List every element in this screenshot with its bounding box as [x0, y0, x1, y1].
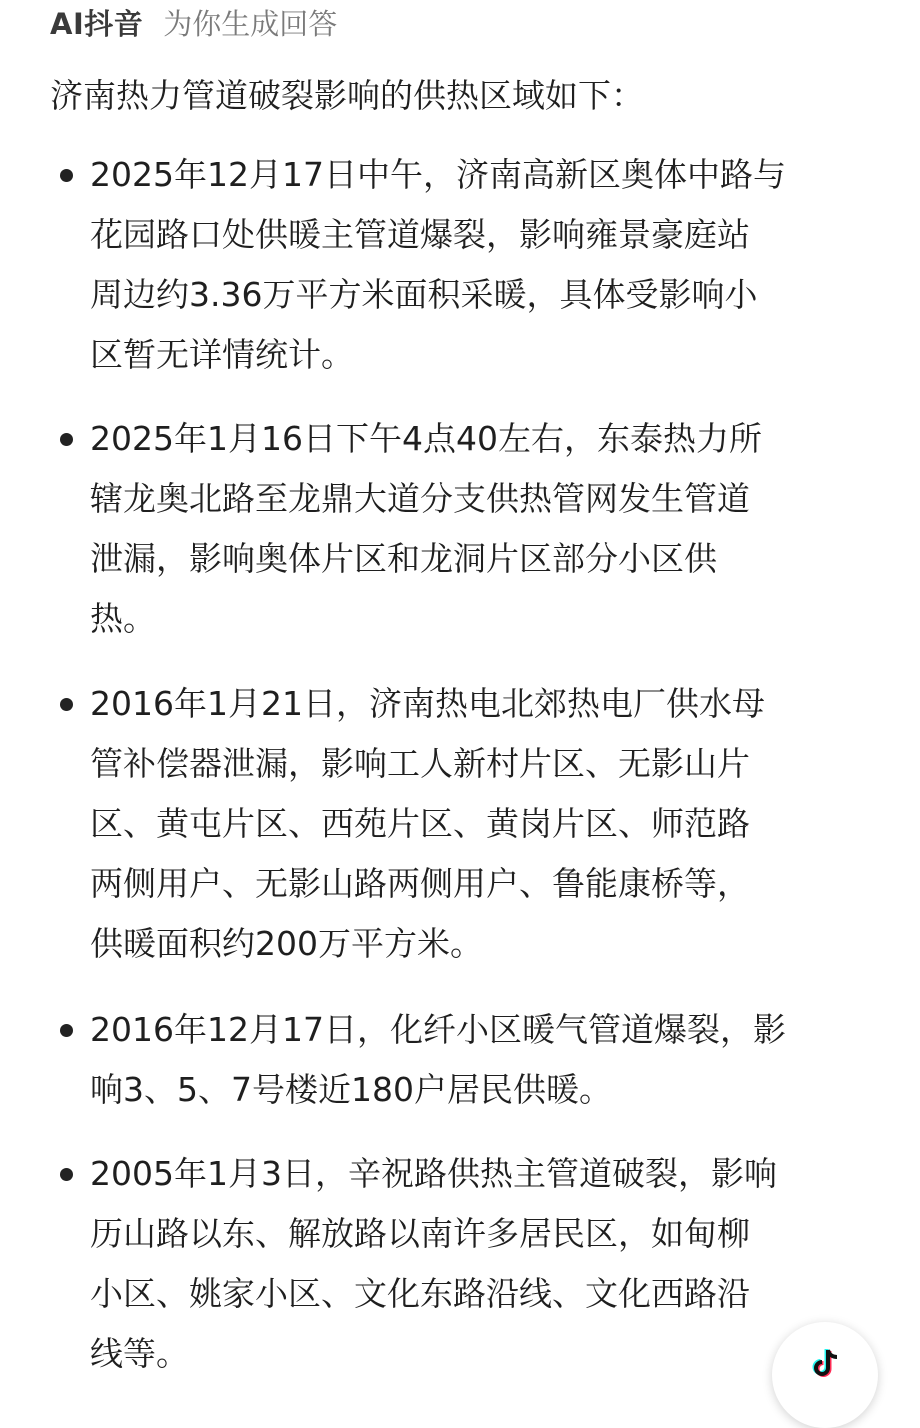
list-item-text — [90, 409, 762, 649]
list-item-text — [90, 1144, 777, 1384]
bullet-icon — [60, 433, 73, 446]
douyin-floating-button[interactable] — [772, 1322, 878, 1428]
list-item-line: 线等。 — [90, 1334, 189, 1373]
bullet-icon — [60, 1024, 73, 1037]
list-item-line: 2016年12月17日，化纤小区暖气管道爆裂，影 — [90, 1010, 786, 1049]
list-item-line: 区、黄屯片区、西苑片区、黄岗片区、师范路 — [90, 804, 750, 843]
list-item-line: 泄漏，影响奥体片区和龙洞片区部分小区供 — [90, 539, 717, 578]
answer-intro: 济南热力管道破裂影响的供热区域如下： — [50, 76, 644, 115]
list-item-line: 两侧用户、无影山路两侧用户、鲁能康桥等， — [90, 864, 750, 903]
list-item-text — [90, 145, 786, 385]
list-item-line: 2016年1月21日，济南热电北郊热电厂供水母 — [90, 684, 765, 723]
header-subtitle: 为你生成回答 — [163, 6, 338, 41]
list-item-line: 热。 — [90, 599, 156, 638]
bullet-icon — [60, 1168, 73, 1181]
list-item-line: 2025年12月17日中午，济南高新区奥体中路与 — [90, 155, 786, 194]
list-item-line: 历山路以东、解放路以南许多居民区，如甸柳 — [90, 1214, 750, 1253]
list-item-line: 2025年1月16日下午4点40左右，东泰热力所 — [90, 419, 762, 458]
list-item-text — [90, 1000, 786, 1120]
list-item-line: 辖龙奥北路至龙鼎大道分支供热管网发生管道 — [90, 479, 750, 518]
list-item-line: 2005年1月3日，辛祝路供热主管道破裂，影响 — [90, 1154, 777, 1193]
list-item-text — [90, 674, 765, 974]
douyin-logo-icon — [812, 1348, 842, 1380]
list-item-line: 小区、姚家小区、文化东路沿线、文化西路沿 — [90, 1274, 750, 1313]
list-item-line: 花园路口处供暖主管道爆裂，影响雍景豪庭站 — [90, 215, 750, 254]
bullet-icon — [60, 698, 73, 711]
ai-douyin-brand: AI抖音 — [50, 6, 144, 41]
list-item-line: 周边约3.36万平方米面积采暖，具体受影响小 — [90, 275, 758, 314]
list-item-line: 管补偿器泄漏，影响工人新村片区、无影山片 — [90, 744, 750, 783]
list-item-line: 响3、5、7号楼近180户居民供暖。 — [90, 1070, 612, 1109]
list-item-line: 供暖面积约200万平方米。 — [90, 924, 483, 963]
list-item-line: 区暂无详情统计。 — [90, 335, 354, 374]
bullet-icon — [60, 169, 73, 182]
